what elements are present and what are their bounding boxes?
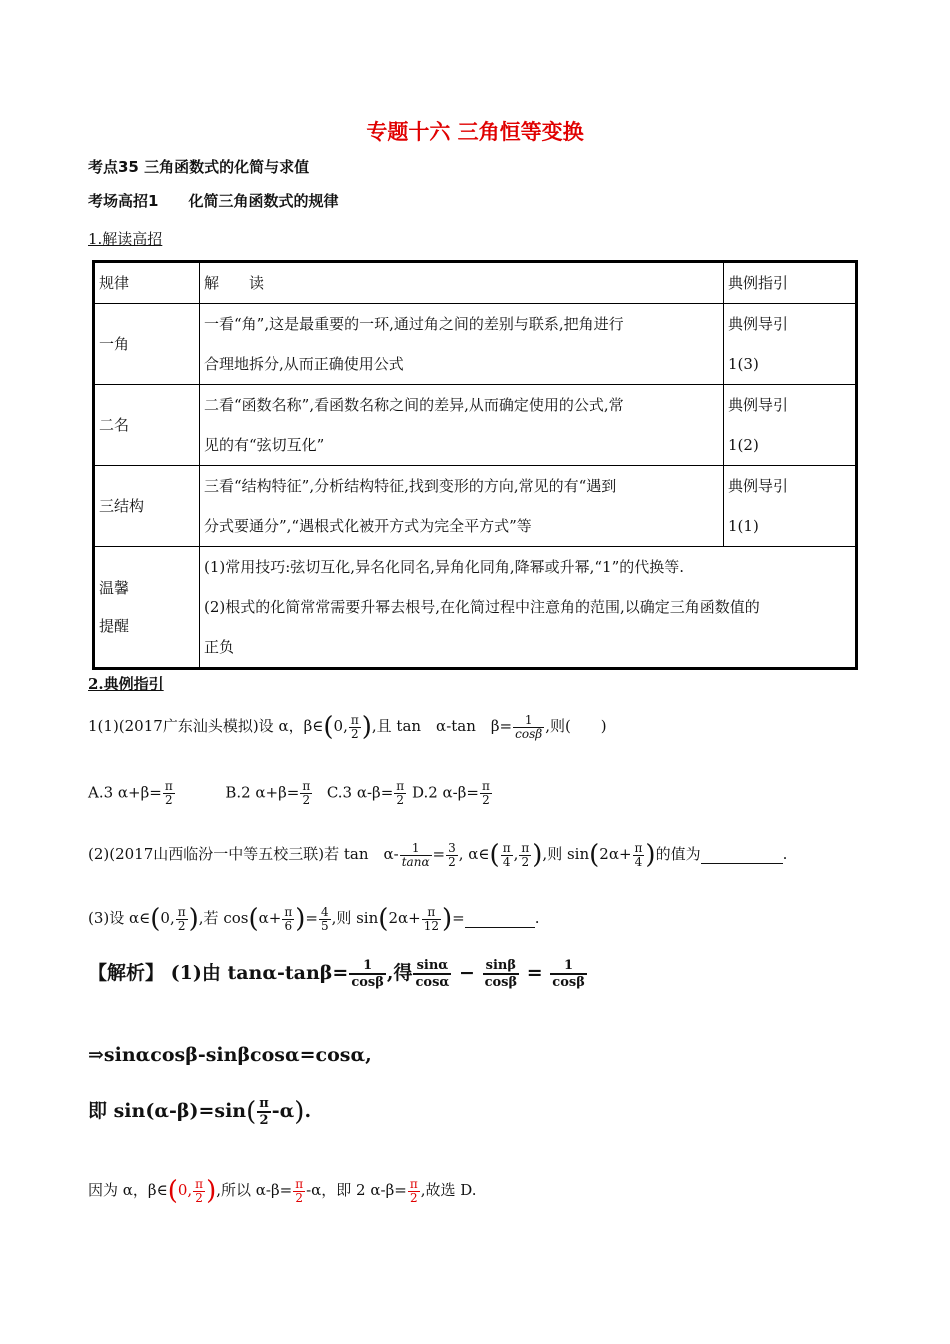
q-text: 1(1)(2017广东汕头模拟)设 xyxy=(88,717,274,735)
denominator: cosβ xyxy=(515,726,543,741)
numerator: π xyxy=(409,1176,418,1191)
sol-text: . xyxy=(304,1100,312,1122)
reading-line: 三看“结构特征”,分析结构特征,找到变形的方向,常见的有“遇到 xyxy=(204,477,617,495)
denominator: 2 xyxy=(482,793,490,807)
table-header-row xyxy=(94,262,857,304)
rule-ref xyxy=(724,466,857,547)
option-d: D.2 α-β= xyxy=(411,783,479,802)
fraction-pi-2 xyxy=(176,906,188,933)
solution-line-3: 即 sin(α-β)=sin( $\frac{\pi}{2}$ -α). xyxy=(88,1096,312,1128)
fraction-pi-2 xyxy=(163,780,175,807)
con-text: -α，即 2 α-β= xyxy=(306,1181,407,1199)
reading-line: 合理地拆分,从而正确使用公式 xyxy=(204,355,404,373)
table-row xyxy=(94,385,857,466)
option-a: A.3 α+β= xyxy=(88,783,162,802)
numerator: π xyxy=(521,840,530,855)
section-heading: 考点35 三角函数式的化简与求值 xyxy=(88,158,310,176)
rule-ref xyxy=(724,385,857,466)
q-text: ,则 sin xyxy=(331,909,379,927)
ref-line: 1(1) xyxy=(728,517,759,535)
fraction-1-cosb xyxy=(550,958,587,990)
fraction-pi-4 xyxy=(501,842,513,869)
denominator: 2 xyxy=(396,793,405,807)
numerator: π xyxy=(164,779,173,793)
numerator: π xyxy=(502,840,511,855)
ref-line: 典例导引 xyxy=(728,477,789,495)
numerator: π xyxy=(177,904,186,919)
fraction-pi-2 xyxy=(480,780,492,807)
rule-reading xyxy=(200,466,724,547)
denominator: 2 xyxy=(259,1113,269,1128)
numerator: 1 xyxy=(349,958,386,975)
denominator: 2 xyxy=(409,1190,418,1205)
option-b: B.2 α+β= xyxy=(225,783,300,802)
denominator: cosβ xyxy=(484,975,518,990)
reading-line: 见的有“弦切互化” xyxy=(204,436,325,454)
minus: − xyxy=(459,962,475,984)
numerator: 1 xyxy=(513,714,544,728)
q-text: 2α+ xyxy=(599,845,632,863)
warning-text xyxy=(200,547,857,669)
header-rule: 规律 xyxy=(94,262,200,304)
fraction-1-cosb xyxy=(349,958,386,990)
numerator: π xyxy=(481,779,490,793)
con-text: ,所以 α-β= xyxy=(216,1181,293,1199)
numerator: sinα xyxy=(413,958,451,975)
ref-line: 典例导引 xyxy=(728,315,789,333)
fraction-3-2 xyxy=(446,842,458,869)
denominator: 2 xyxy=(177,918,186,933)
numerator: 4 xyxy=(320,904,329,919)
warning-line: (1)常用技巧:弦切互化,异名化同名,异角化同角,降幂或升幂,“1”的代换等. xyxy=(204,558,685,576)
q-text: , α∈ xyxy=(458,845,490,863)
ref-line: 1(3) xyxy=(728,355,759,373)
answer-blank[interactable] xyxy=(465,909,535,928)
table-row xyxy=(94,304,857,385)
solution-line-2: ⇒sinαcosβ-sinβcosα=cosα, xyxy=(88,1044,372,1066)
rules-table xyxy=(92,260,858,670)
fraction-1-cosb xyxy=(513,714,544,741)
reading-line: 分式要通分”,“遇根式化被开方式为完全平方式”等 xyxy=(204,517,532,535)
sol-text: ,得 xyxy=(386,962,413,984)
q-text: . xyxy=(534,909,540,927)
q-text: α+ xyxy=(258,909,282,927)
numerator: π xyxy=(634,840,643,855)
warning-label-line: 提醒 xyxy=(99,617,130,635)
warning-line: 正负 xyxy=(204,638,235,656)
fraction-sina-cosa xyxy=(413,958,451,990)
q-text: ,则( ) xyxy=(545,717,607,735)
question-1-1: 1(1)(2017广东汕头模拟)设 α，β∈(0, $\frac{\pi}{2}$ ),且 tan α-tan β= $\frac{1}{\cos\beta}$ ,则( ) xyxy=(88,712,607,742)
fraction-pi-2 xyxy=(349,714,361,741)
denominator: tanα xyxy=(401,854,430,869)
denominator: cosα xyxy=(415,975,450,990)
denominator: 5 xyxy=(320,918,329,933)
warning-label xyxy=(94,547,200,669)
q-text: (3)设 α∈ xyxy=(88,909,151,927)
denominator: 2 xyxy=(295,1190,303,1205)
q-text: (2)(2017山西临汾一中等五校三联)若 tan α- xyxy=(88,845,399,863)
q-text: 的值为 xyxy=(655,845,701,863)
denominator: 2 xyxy=(164,793,173,807)
zero: 0 xyxy=(333,717,344,735)
fraction-sinb-cosb xyxy=(483,958,520,990)
rule-name: 一角 xyxy=(94,304,200,385)
denominator: cosβ xyxy=(552,975,585,990)
denominator: 2 xyxy=(302,793,311,807)
part2-heading: 2.典例指引 xyxy=(88,675,164,693)
topic-prefix: 考场高招1 xyxy=(88,192,159,210)
reading-line: 一看“角”,这是最重要的一环,通过角之间的差别与联系,把角进行 xyxy=(204,315,624,333)
denominator: 4 xyxy=(502,854,511,869)
options-row xyxy=(88,780,493,807)
denominator: 2 xyxy=(521,854,530,869)
ref-line: 1(2) xyxy=(728,436,759,454)
denominator: 4 xyxy=(634,854,643,869)
zero: 0 xyxy=(160,909,170,927)
zero: 0 xyxy=(177,1181,188,1199)
fraction-pi-2 xyxy=(408,1178,420,1205)
numerator: π xyxy=(284,904,293,919)
sol-text: (1)由 tanα-tanβ= xyxy=(170,962,349,984)
fraction-4-5 xyxy=(319,906,331,933)
numerator: π xyxy=(350,712,359,727)
part1-heading: 1.解读高招 xyxy=(88,230,163,248)
numerator: π xyxy=(396,779,405,793)
equals: = xyxy=(452,909,465,927)
numerator: 1 xyxy=(550,958,587,975)
numerator: sinβ xyxy=(483,958,520,975)
sol-text: -α xyxy=(271,1100,295,1122)
denominator: 2 xyxy=(448,854,456,869)
numerator: 3 xyxy=(448,840,456,855)
numerator: π xyxy=(259,1096,269,1111)
rule-ref xyxy=(724,304,857,385)
denominator: 2 xyxy=(350,726,359,741)
rule-name: 三结构 xyxy=(94,466,200,547)
fraction-1-tana xyxy=(400,842,432,869)
option-c: C.3 α-β= xyxy=(326,783,394,802)
rule-name: 二名 xyxy=(94,385,200,466)
con-text: 因为 α，β∈ xyxy=(88,1181,168,1199)
solution-line-1 xyxy=(88,958,588,990)
warning-label-line: 温馨 xyxy=(99,579,130,597)
q-text: . xyxy=(782,845,788,863)
fraction-pi-4 xyxy=(633,842,645,869)
topic-heading xyxy=(88,190,338,211)
fraction-pi-2 xyxy=(293,1178,305,1205)
fraction-pi-2 xyxy=(519,842,531,869)
q-text: 2α+ xyxy=(388,909,421,927)
equals: = xyxy=(432,845,446,863)
con-text: ,故选 D. xyxy=(420,1181,477,1199)
document-title: 专题十六 三角恒等变换 xyxy=(366,120,584,144)
conclusion-line: 因为 α，β∈(0, $\frac{\pi}{2}$ ),所以 α-β= $\frac{\pi}{2}$ -α，即 2 α-β= $\frac{\pi}{2}$ ,故选 D. xyxy=(88,1176,477,1206)
denominator: 12 xyxy=(423,918,439,933)
warning-line: (2)根式的化简常常需要升幂去根号,在化简过程中注意角的范围,以确定三角函数值的 xyxy=(204,598,760,616)
solution-label: 【解析】 xyxy=(88,962,165,984)
fraction-pi-2 xyxy=(257,1096,271,1128)
reading-line: 二看“函数名称”,看函数名称之间的差异,从而确定使用的公式,常 xyxy=(204,396,624,414)
denominator: 6 xyxy=(284,918,293,933)
q-text: α，β∈ xyxy=(278,717,324,735)
sol-text: 即 sin(α-β)=sin xyxy=(88,1100,247,1122)
header-reading: 解 读 xyxy=(200,262,724,304)
question-2: (2)(2017山西临汾一中等五校三联)若 tan α- $\frac{1}{\tan\alpha}$ = $\frac{3}{2}$ , α∈( $\frac{\pi}{4}$ , $\frac{\pi}{2}$ ),则 sin(2α+ $\frac{\pi}{4}$ )的值为 . xyxy=(88,840,788,870)
q-text: ,则 sin xyxy=(542,845,590,863)
numerator: π xyxy=(195,1176,204,1191)
equals: = xyxy=(526,962,543,984)
ref-line: 典例导引 xyxy=(728,396,789,414)
numerator: π xyxy=(302,779,311,793)
table-row xyxy=(94,466,857,547)
answer-blank[interactable] xyxy=(701,845,783,864)
numerator: π xyxy=(422,906,441,920)
fraction-pi-2 xyxy=(193,1178,205,1205)
fraction-pi-12 xyxy=(422,906,441,933)
fraction-pi-2 xyxy=(300,780,312,807)
fraction-pi-6 xyxy=(282,906,294,933)
denominator: 2 xyxy=(195,1190,203,1205)
numerator: 1 xyxy=(400,842,432,856)
rule-reading xyxy=(200,304,724,385)
rule-reading xyxy=(200,385,724,466)
topic-title: 化简三角函数式的规律 xyxy=(188,192,339,210)
q-text: ,且 tan α-tan β= xyxy=(371,717,513,735)
numerator: π xyxy=(295,1176,304,1191)
denominator: cosβ xyxy=(351,975,384,990)
fraction-pi-2 xyxy=(394,780,406,807)
table-row-warning xyxy=(94,547,857,669)
question-3: (3)设 α∈(0, $\frac{\pi}{2}$ ),若 cos(α+ $\frac{\pi}{6}$ )= $\frac{4}{5}$ ,则 sin(2α+ $\frac{\pi}{12}$ )= . xyxy=(88,904,540,934)
q-text: ,若 cos xyxy=(198,909,249,927)
header-example: 典例指引 xyxy=(724,262,857,304)
equals: = xyxy=(305,909,318,927)
